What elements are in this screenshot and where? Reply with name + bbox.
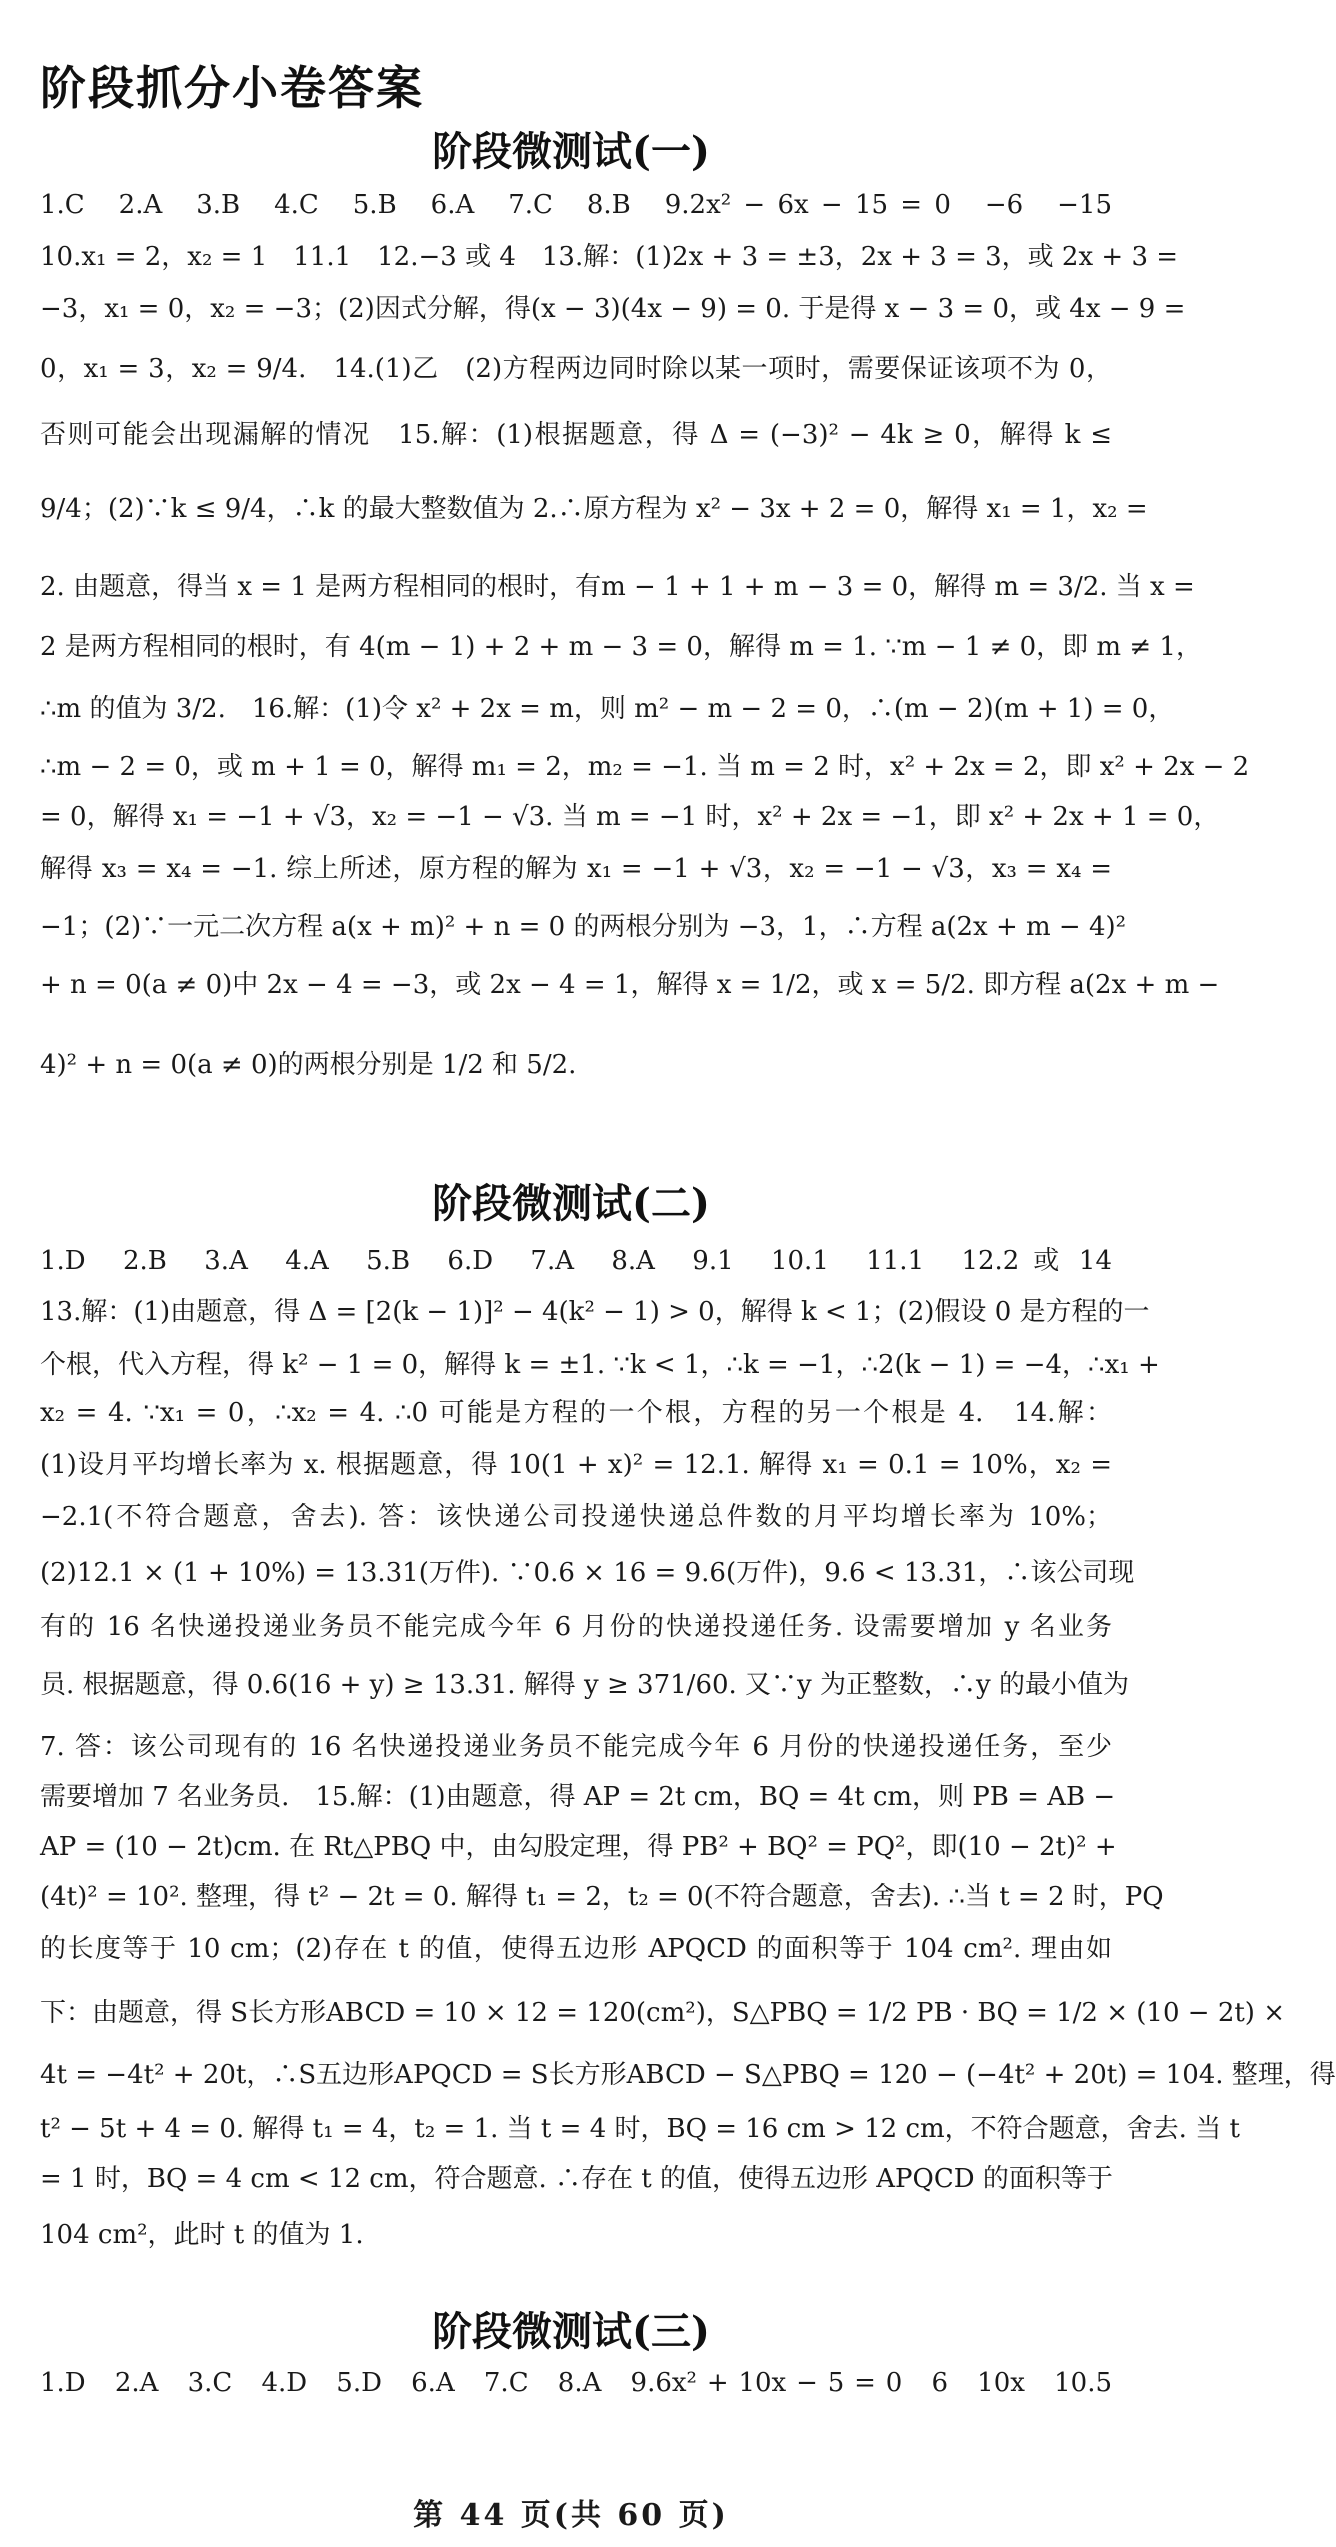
answer-line: −1；(2)∵一元二次方程 a(x + m)² + n = 0 的两根分别为 −3，1，∴方程 a(2x + m − 4)² [40, 912, 1127, 942]
answer-line: = 1 时，BQ = 4 cm < 12 cm，符合题意. ∴存在 t 的值，使得五边形 APQCD 的面积等于 [40, 2164, 1113, 2194]
answer-line: (1)设月平均增长率为 x. 根据题意，得 10(1 + x)² = 12.1. 解得 x₁ = 0.1 = 10%，x₂ = [40, 1450, 1112, 1480]
answer-line: 9/4；(2)∵k ≤ 9/4，∴k 的最大整数值为 2.∴原方程为 x² − 3x + 2 = 0，解得 x₁ = 1，x₂ = [40, 494, 1148, 524]
answer-line: 员. 根据题意，得 0.6(16 + y) ≥ 13.31. 解得 y ≥ 371/60. 又∵y 为正整数，∴y 的最小值为 [40, 1670, 1129, 1700]
answer-line: 104 cm²，此时 t 的值为 1. [40, 2220, 364, 2250]
answer-line: 4t = −4t² + 20t，∴S五边形APQCD = S长方形ABCD − S△PBQ = 120 − (−4t² + 20t) = 104. 整理，得 [40, 2060, 1336, 2090]
answer-line: AP = (10 − 2t)cm. 在 Rt△PBQ 中，由勾股定理，得 PB² + BQ² = PQ²，即(10 − 2t)² + [40, 1832, 1117, 1862]
answer-line: + n = 0(a ≠ 0)中 2x − 4 = −3，或 2x − 4 = 1，解得 x = 1/2，或 x = 5/2. 即方程 a(2x + m − [40, 970, 1220, 1000]
section-title: 阶段微测试(二) [432, 1180, 710, 1227]
answer-line: 个根，代入方程，得 k² − 1 = 0，解得 k = ±1. ∵k < 1，∴k = −1，∴2(k − 1) = −4，∴x₁ + [40, 1350, 1160, 1380]
answer-line: 需要增加 7 名业务员. 15.解：(1)由题意，得 AP = 2t cm，BQ = 4t cm，则 PB = AB − [40, 1782, 1116, 1812]
answer-line: 0，x₁ = 3，x₂ = 9/4. 14.(1)乙 (2)方程两边同时除以某一项时，需要保证该项不为 0， [40, 354, 1112, 384]
answer-line: 7. 答：该公司现有的 16 名快递投递业务员不能完成今年 6 月份的快递投递任务，至少 [40, 1732, 1112, 1762]
page-footer: 第 44 页(共 60 页) [413, 2498, 729, 2533]
answer-line: −3，x₁ = 0，x₂ = −3；(2)因式分解，得(x − 3)(4x − 9) = 0. 于是得 x − 3 = 0，或 4x − 9 = [40, 294, 1186, 324]
answer-line: 2 是两方程相同的根时，有 4(m − 1) + 2 + m − 3 = 0，解得 m = 1. ∵m − 1 ≠ 0，即 m ≠ 1， [40, 632, 1202, 662]
section-title: 阶段微测试(三) [432, 2308, 710, 2355]
answer-line: 1.D 2.A 3.C 4.D 5.D 6.A 7.C 8.A 9.6x² + 10x − 5 = 0 6 10x 10.5 [40, 2368, 1112, 2398]
page-heading: 阶段抓分小卷答案 [40, 61, 424, 115]
answer-line: 否则可能会出现漏解的情况 15.解：(1)根据题意，得 Δ = (−3)² − 4k ≥ 0，解得 k ≤ [40, 420, 1112, 450]
answer-line: 10.x₁ = 2，x₂ = 1 11.1 12.−3 或 4 13.解：(1)2x + 3 = ±3，2x + 3 = 3，或 2x + 3 = [40, 242, 1179, 272]
answer-line: 解得 x₃ = x₄ = −1. 综上所述，原方程的解为 x₁ = −1 + √3，x₂ = −1 − √3，x₃ = x₄ = [40, 854, 1112, 884]
answer-line: 13.解：(1)由题意，得 Δ = [2(k − 1)]² − 4(k² − 1) > 0，解得 k < 1；(2)假设 0 是方程的一 [40, 1297, 1150, 1327]
answer-line: 的长度等于 10 cm；(2)存在 t 的值，使得五边形 APQCD 的面积等于 104 cm². 理由如 [40, 1934, 1112, 1964]
answer-line: 2. 由题意，得当 x = 1 是两方程相同的根时，有m − 1 + 1 + m − 3 = 0，解得 m = 3/2. 当 x = [40, 572, 1195, 602]
answer-line: x₂ = 4. ∵x₁ = 0，∴x₂ = 4. ∴0 可能是方程的一个根，方程的另一个根是 4. 14.解： [40, 1398, 1112, 1428]
section-title: 阶段微测试(一) [432, 128, 710, 175]
answer-line: t² − 5t + 4 = 0. 解得 t₁ = 4，t₂ = 1. 当 t = 4 时，BQ = 16 cm > 12 cm，不符合题意，舍去. 当 t [40, 2114, 1240, 2144]
answer-line: 下：由题意，得 S长方形ABCD = 10 × 12 = 120(cm²)，S△PBQ = 1/2 PB · BQ = 1/2 × (10 − 2t) × [40, 1998, 1286, 2028]
answer-line: = 0，解得 x₁ = −1 + √3，x₂ = −1 − √3. 当 m = −1 时，x² + 2x = −1，即 x² + 2x + 1 = 0， [40, 802, 1220, 832]
answer-line: (4t)² = 10². 整理，得 t² − 2t = 0. 解得 t₁ = 2，t₂ = 0(不符合题意，舍去). ∴当 t = 2 时，PQ [40, 1882, 1164, 1912]
answer-line: 1.D 2.B 3.A 4.A 5.B 6.D 7.A 8.A 9.1 10.1 11.1 12.2 或 14 [40, 1246, 1112, 1276]
answer-line: −2.1(不符合题意，舍去). 答：该快递公司投递快递总件数的月平均增长率为 10%； [40, 1502, 1112, 1532]
answer-line: (2)12.1 × (1 + 10%) = 13.31(万件). ∵0.6 × 16 = 9.6(万件)，9.6 < 13.31，∴该公司现 [40, 1558, 1135, 1588]
answer-line: 4)² + n = 0(a ≠ 0)的两根分别是 1/2 和 5/2. [40, 1050, 577, 1080]
answer-line: 有的 16 名快递投递业务员不能完成今年 6 月份的快递投递任务. 设需要增加 y 名业务 [40, 1612, 1112, 1642]
answer-line: ∴m − 2 = 0，或 m + 1 = 0，解得 m₁ = 2，m₂ = −1. 当 m = 2 时，x² + 2x = 2，即 x² + 2x − 2 [40, 752, 1250, 782]
answer-line: ∴m 的值为 3/2. 16.解：(1)令 x² + 2x = m，则 m² − m − 2 = 0，∴(m − 2)(m + 1) = 0， [40, 694, 1175, 724]
answer-line: 1.C 2.A 3.B 4.C 5.B 6.A 7.C 8.B 9.2x² − 6x − 15 = 0 −6 −15 [40, 190, 1112, 220]
